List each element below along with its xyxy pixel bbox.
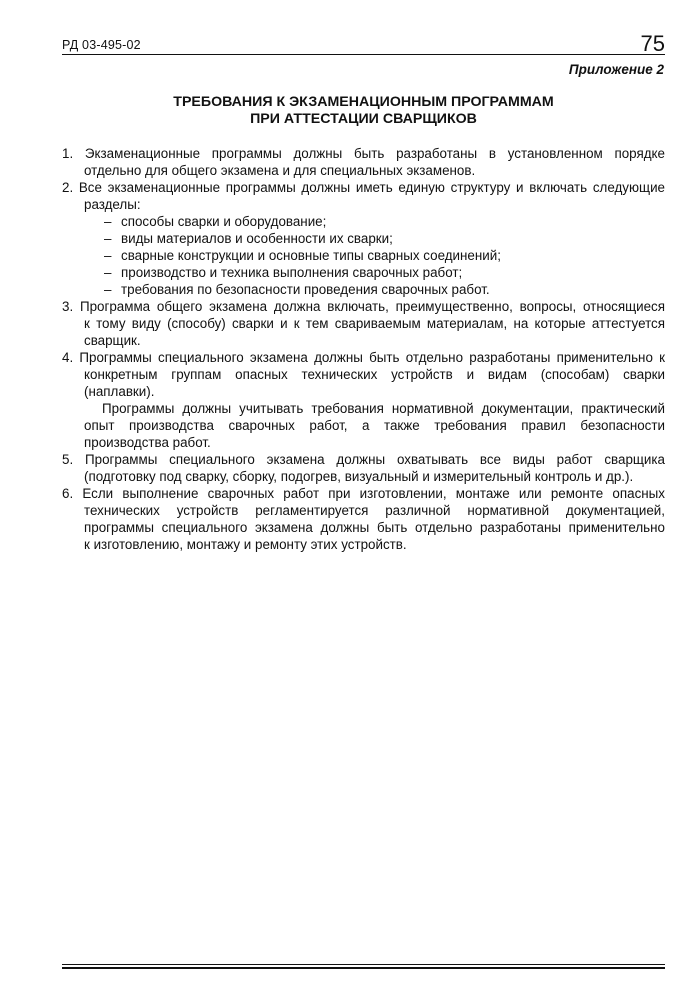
list-item [62,213,665,230]
bullet-text: сварные конструкции и основные типы сварных соединений; [121,248,501,263]
item-5-line-2: (подготовку под сварку, сборку, подогрев, визуальный и измерительный контроль и др.). [84,469,634,484]
item-6-line-4: к изготовлению, монтажу и ремонту этих устройств. [84,537,407,552]
item-4-line-3: (наплавки). [84,384,155,399]
footer-rule-thick [62,967,665,969]
page-title [62,94,665,128]
item-4-line-1: 4. Программы специального экзамена должны быть отдельно разработаны применительно к [62,350,665,365]
list-item [62,264,665,281]
item-4-para-2-line-1: Программы должны учитывать требования нормативной документации, практический [102,401,665,416]
title-line-2: ПРИ АТТЕСТАЦИИ СВАРЩИКОВ [250,111,477,127]
list-item [62,281,665,298]
bullet-dash: – [104,231,112,246]
bullet-dash: – [104,248,112,263]
item-4-line-2: конкретным группам опасных технических устройств и видам (способам) сварки [84,367,665,382]
item-1-line-2: отдельно для общего экзамена и для специальных экзаменов. [84,163,476,178]
footer-rule [62,964,665,969]
item-2-line-1: 2. Все экзаменационные программы должны иметь единую структуру и включать следующие [62,180,665,195]
bullet-dash: – [104,265,112,280]
requirements-list [62,145,665,553]
bullet-text: производство и техника выполнения сварочных работ; [121,265,463,280]
item-5-line-1: 5. Программы специального экзамена должны охватывать все виды работ сварщика [62,452,665,467]
bullet-text: требования по безопасности проведения сварочных работ. [121,282,490,297]
document-code: РД 03-495-02 [62,38,141,52]
item-1-line-1: 1. Экзаменационные программы должны быть разработаны в установленном порядке [62,146,665,161]
appendix-label: Приложение 2 [568,62,664,77]
item-6-line-2: технических устройств регламентируется различной нормативной документацией, [84,503,665,518]
item-4-para-2-line-3: производства работ. [84,435,211,450]
title-line-1: ТРЕБОВАНИЯ К ЭКЗАМЕНАЦИОННЫМ ПРОГРАММАМ [173,94,554,110]
bullet-text: способы сварки и оборудование; [121,214,327,229]
list-item [62,230,665,247]
item-2-line-2: разделы: [84,197,141,212]
item-6-line-3: программы специального экзамена должны быть отдельно разработаны применительно [84,520,665,535]
bullet-dash: – [104,282,112,297]
bullet-dash: – [104,214,112,229]
item-3-line-1: 3. Программа общего экзамена должна включать, преимущественно, вопросы, относящиеся [62,299,665,314]
item-6-line-1: 6. Если выполнение сварочных работ при изготовлении, монтаже или ремонте опасных [62,486,665,501]
page-number: 75 [640,31,665,56]
item-4-para-2-line-2: опыт производства сварочных работ, а также требования правил безопасности [84,418,665,433]
list-item [62,247,665,264]
item-3-line-2: к тому виду (способу) сварки и к тем свариваемым материалам, на которые аттестуется [84,316,665,331]
item-3-line-3: сварщик. [84,333,141,348]
page-header [62,31,665,56]
bullet-text: виды материалов и особенности их сварки; [121,231,393,246]
